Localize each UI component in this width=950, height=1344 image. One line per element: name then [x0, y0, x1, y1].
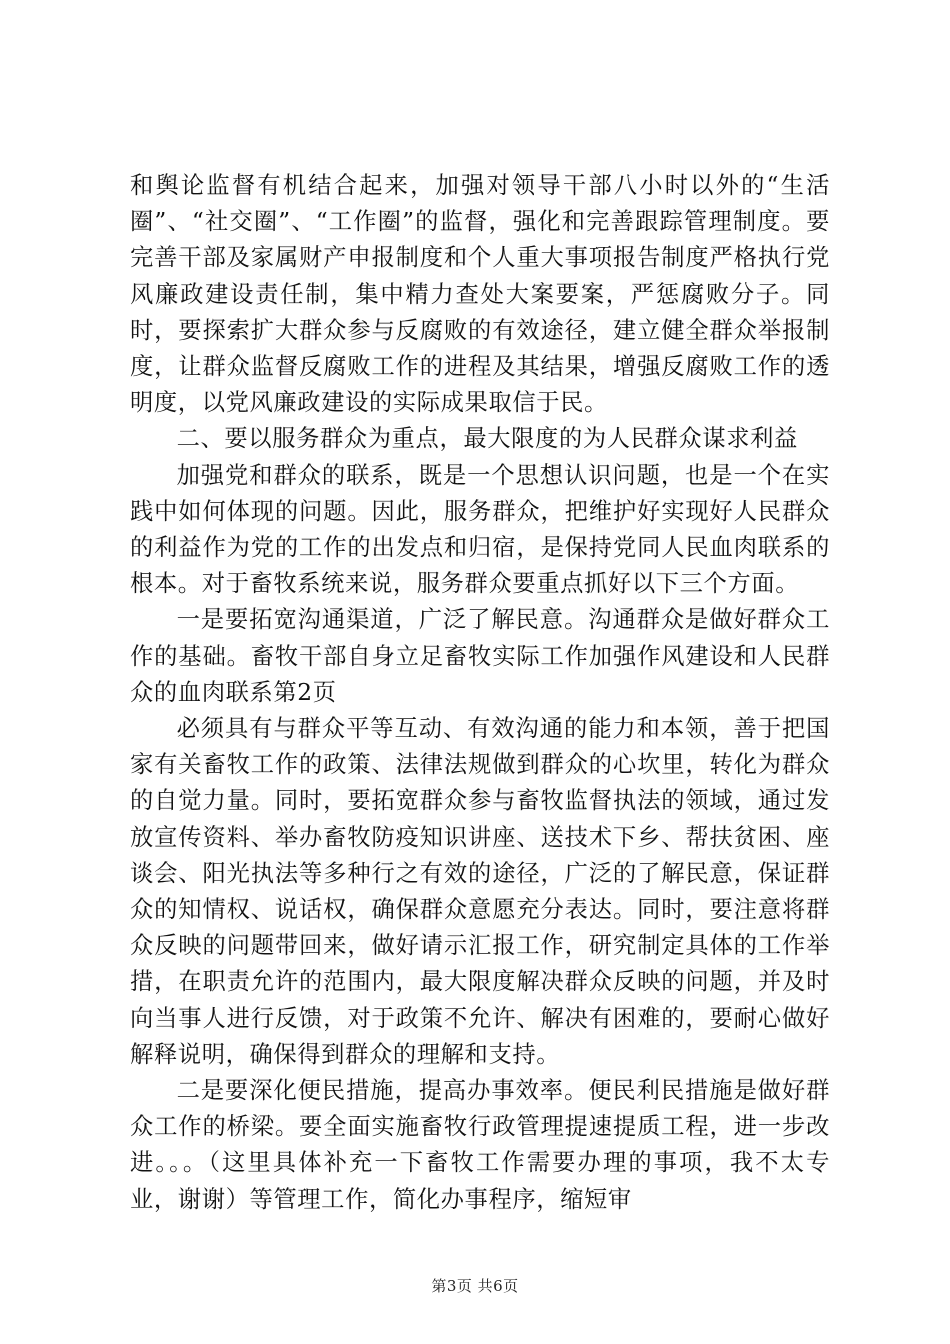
- paragraph-equal-interaction: 必须具有与群众平等互动、有效沟通的能力和本领，善于把国家有关畜牧工作的政策、法律法规做到群众的心坎里，转化为群众的自觉力量。同时，要拓宽群众参与畜牧监督执法的领域，通过发放宣传资料、举办畜牧防疫知识讲座、送技术下乡、帮扶贫困、座谈会、阳光执法等多种行之有效的途径，广泛的了解民意，保证群众的知情权、说话权，确保群众意愿充分表达。同时，要注意将群众反映的问题带回来，做好请示汇报工作，研究制定具体的工作举措，在职责允许的范围内，最大限度解决群众反映的问题，并及时向当事人进行反馈，对于政策不允许、解决有困难的，要耐心做好解释说明，确保得到群众的理解和支持。: [130, 715, 830, 1068]
- paragraph-party-mass-ties: 加强党和群众的联系，既是一个思想认识问题，也是一个在实践中如何体现的问题。因此，服务群众，把维护好实现好人民群众的利益作为党的工作的出发点和归宿，是保持党同人民血肉联系的根本。对于畜牧系统来说，服务群众要重点抓好以下三个方面。: [130, 461, 830, 598]
- page-number-footer: 第3页 共6页: [431, 1277, 519, 1295]
- paragraph-convenience-measures: 二是要深化便民措施，提高办事效率。便民利民措施是做好群众工作的桥梁。要全面实施畜牧行政管理提速提质工程，进一步改进。。。（这里具体补充一下畜牧工作需要办理的事项，我不太专业，谢谢）等管理工作，简化办事程序，缩短审: [130, 1077, 830, 1213]
- document-body: [130, 168, 830, 1218]
- paragraph-supervision: 和舆论监督有机结合起来，加强对领导干部八小时以外的“生活圈”、“社交圈”、“工作圈”的监督，强化和完善跟踪管理制度。要完善干部及家属财产申报制度和个人重大事项报告制度严格执行党风廉政建设责任制，集中精力查处大案要案，严惩腐败分子。同时，要探索扩大群众参与反腐败的有效途径，建立健全群众举报制度，让群众监督反腐败工作的进程及其结果，增强反腐败工作的透明度，以党风廉政建设的实际成果取信于民。: [130, 172, 830, 417]
- section-heading-serve-masses: 二、要以服务群众为重点，最大限度的为人民群众谋求利益: [176, 425, 798, 453]
- paragraph-communication-channels: 一是要拓宽沟通渠道，广泛了解民意。沟通群众是做好群众工作的基础。畜牧干部自身立足畜牧实际工作加强作风建设和人民群众的血肉联系第2页: [130, 606, 830, 706]
